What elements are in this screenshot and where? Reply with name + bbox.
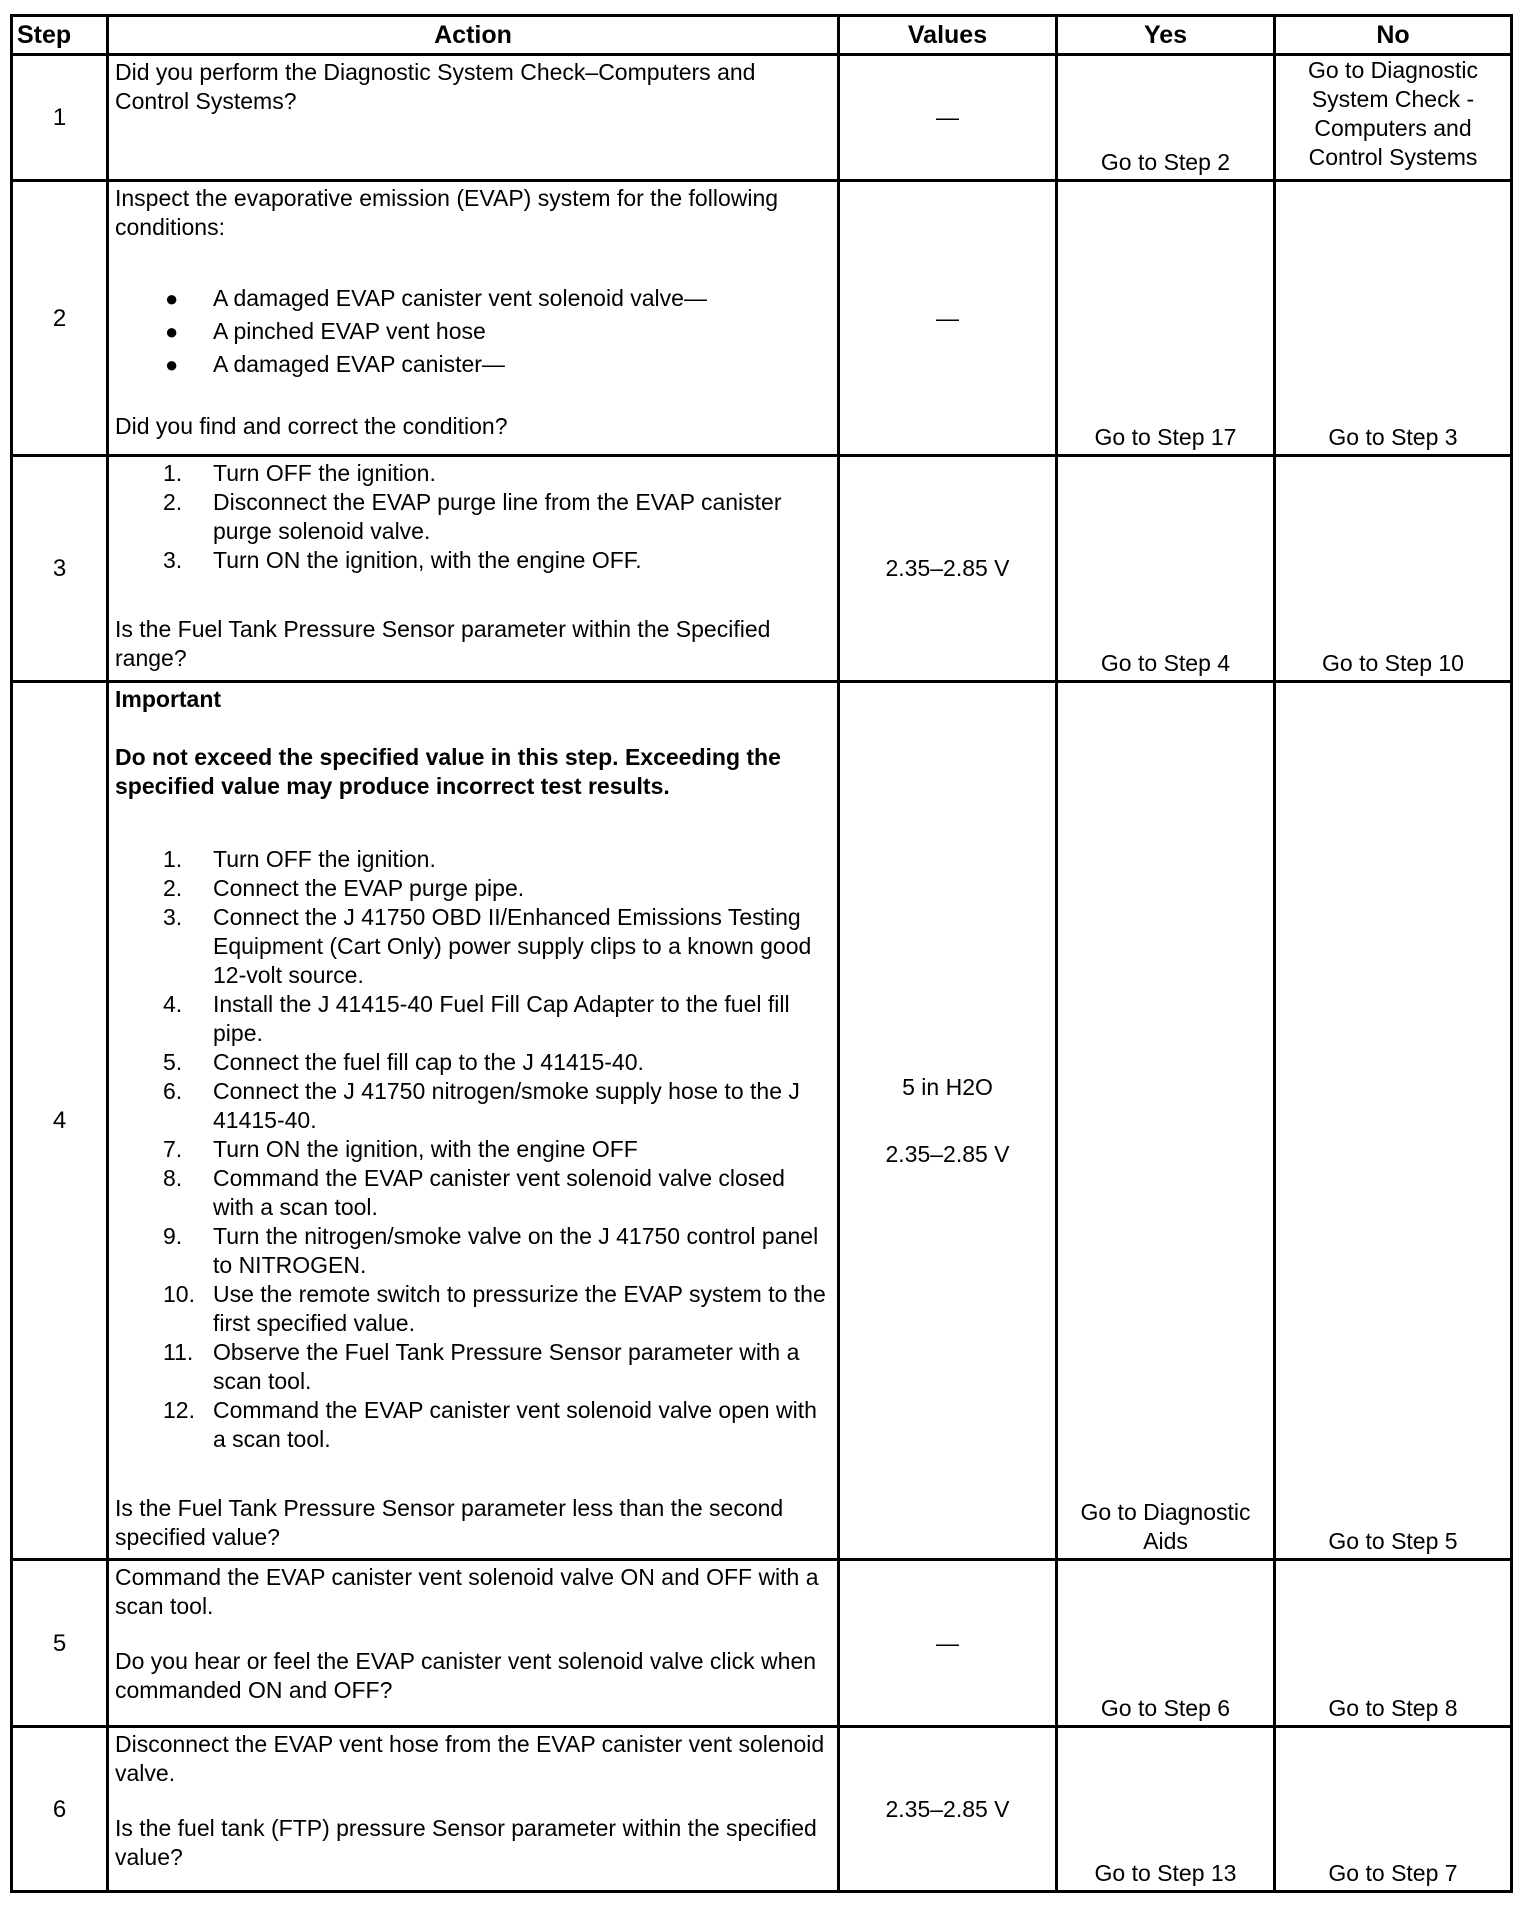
list-item: 1. Turn OFF the ignition. <box>163 846 436 872</box>
procedure-list <box>115 845 831 1454</box>
step-number: 2 <box>12 181 108 456</box>
no-cell: Go to Step 8 <box>1275 1560 1512 1727</box>
bullet-icon: ● <box>165 352 179 377</box>
yes-cell: Go to Step 2 <box>1057 55 1275 181</box>
list-item: 1. Turn OFF the ignition. <box>163 460 436 486</box>
header-values: Values <box>839 16 1057 55</box>
yes-cell: Go to Step 13 <box>1057 1727 1275 1892</box>
table-row-step-6 <box>12 1727 1512 1892</box>
header-action: Action <box>108 16 839 55</box>
yes-cell: Go to Step 6 <box>1057 1560 1275 1727</box>
action-question: Is the fuel tank (FTP) pressure Sensor parameter within the specified value? <box>115 1815 817 1870</box>
header-row <box>12 16 1512 55</box>
bullet-icon: ● <box>165 286 179 311</box>
list-item: 11. Observe the Fuel Tank Pressure Sensor parameter with a scan tool. <box>163 1339 800 1394</box>
list-item: 5. Connect the fuel fill cap to the J 41415-40. <box>163 1049 644 1075</box>
no-cell: Go to Step 10 <box>1275 456 1512 682</box>
action-intro: Inspect the evaporative emission (EVAP) system for the following conditions: <box>115 185 779 240</box>
list-item: ● A pinched EVAP vent hose <box>115 315 831 348</box>
values-cell: 2.35–2.85 V <box>839 456 1057 682</box>
list-item: 10. Use the remote switch to pressurize the EVAP system to the first specified value. <box>163 1281 826 1336</box>
important-text: Do not exceed the specified value in this step. Exceeding the specified value may produce incorrect test results. <box>115 744 781 799</box>
value-pressure: 5 in H2O <box>902 1073 993 1100</box>
table-row-step-3 <box>12 456 1512 682</box>
list-item: 6. Connect the J 41750 nitrogen/smoke supply hose to the J 41415-40. <box>163 1078 800 1133</box>
list-item: 4. Install the J 41415-40 Fuel Fill Cap Adapter to the fuel fill pipe. <box>163 991 790 1046</box>
step-number: 5 <box>12 1560 108 1727</box>
step-number: 3 <box>12 456 108 682</box>
values-cell: 2.35–2.85 V <box>839 1727 1057 1892</box>
no-cell: Go to Step 7 <box>1275 1727 1512 1892</box>
action-text: Disconnect the EVAP vent hose from the EVAP canister vent solenoid valve. <box>115 1731 825 1786</box>
values-cell: — <box>839 1560 1057 1727</box>
action-question: Did you find and correct the condition? <box>115 413 508 439</box>
values-cell: — <box>839 181 1057 456</box>
diagnostic-table <box>10 14 1513 1893</box>
values-cell: — <box>839 55 1057 181</box>
header-step: Step <box>12 16 108 55</box>
list-item: ● A damaged EVAP canister vent solenoid valve— <box>115 282 831 315</box>
procedure-list <box>115 459 831 575</box>
list-item: 7. Turn ON the ignition, with the engine OFF <box>163 1136 638 1162</box>
yes-cell: Go to Step 4 <box>1057 456 1275 682</box>
list-item: 3. Turn ON the ignition, with the engine OFF. <box>163 547 642 573</box>
condition-list <box>115 282 831 381</box>
table-row-step-4 <box>12 682 1512 1560</box>
table-row-step-5 <box>12 1560 1512 1727</box>
header-yes: Yes <box>1057 16 1275 55</box>
bullet-icon: ● <box>165 319 179 344</box>
action-question: Do you hear or feel the EVAP canister vent solenoid valve click when commanded ON and OFF? <box>115 1648 817 1703</box>
important-label: Important <box>115 686 222 712</box>
action-cell <box>108 456 839 682</box>
yes-cell: Go to Diagnostic Aids <box>1057 682 1275 1560</box>
action-cell <box>108 55 839 181</box>
list-item: 12. Command the EVAP canister vent solenoid valve open with a scan tool. <box>163 1397 817 1452</box>
action-cell <box>108 682 839 1560</box>
yes-cell: Go to Step 17 <box>1057 181 1275 456</box>
header-no: No <box>1275 16 1512 55</box>
no-cell: Go to Diagnostic System Check - Computers and Control Systems <box>1275 55 1512 181</box>
list-item: 2. Disconnect the EVAP purge line from the EVAP canister purge solenoid valve. <box>163 489 782 544</box>
action-cell <box>108 1560 839 1727</box>
action-cell <box>108 181 839 456</box>
list-item: 2. Connect the EVAP purge pipe. <box>163 875 525 901</box>
value-voltage: 2.35–2.85 V <box>885 1140 1010 1167</box>
list-item: 3. Connect the J 41750 OBD II/Enhanced Emissions Testing Equipment (Cart Only) power supply clips to a known good 12-volt source. <box>163 904 812 988</box>
action-question: Is the Fuel Tank Pressure Sensor parameter less than the second specified value? <box>115 1495 784 1550</box>
action-text: Did you perform the Diagnostic System Check–Computers and Control Systems? <box>115 59 756 114</box>
action-question: Is the Fuel Tank Pressure Sensor parameter within the Specified range? <box>115 616 771 671</box>
table-row-step-1 <box>12 55 1512 181</box>
list-item: 9. Turn the nitrogen/smoke valve on the J 41750 control panel to NITROGEN. <box>163 1223 819 1278</box>
step-number: 6 <box>12 1727 108 1892</box>
step-number: 1 <box>12 55 108 181</box>
list-item: ● A damaged EVAP canister— <box>115 348 831 381</box>
list-item: 8. Command the EVAP canister vent solenoid valve closed with a scan tool. <box>163 1165 785 1220</box>
no-cell: Go to Step 3 <box>1275 181 1512 456</box>
values-cell <box>839 682 1057 1560</box>
step-number: 4 <box>12 682 108 1560</box>
action-cell <box>108 1727 839 1892</box>
table-row-step-2 <box>12 181 1512 456</box>
no-cell: Go to Step 5 <box>1275 682 1512 1560</box>
action-text: Command the EVAP canister vent solenoid valve ON and OFF with a scan tool. <box>115 1564 819 1619</box>
